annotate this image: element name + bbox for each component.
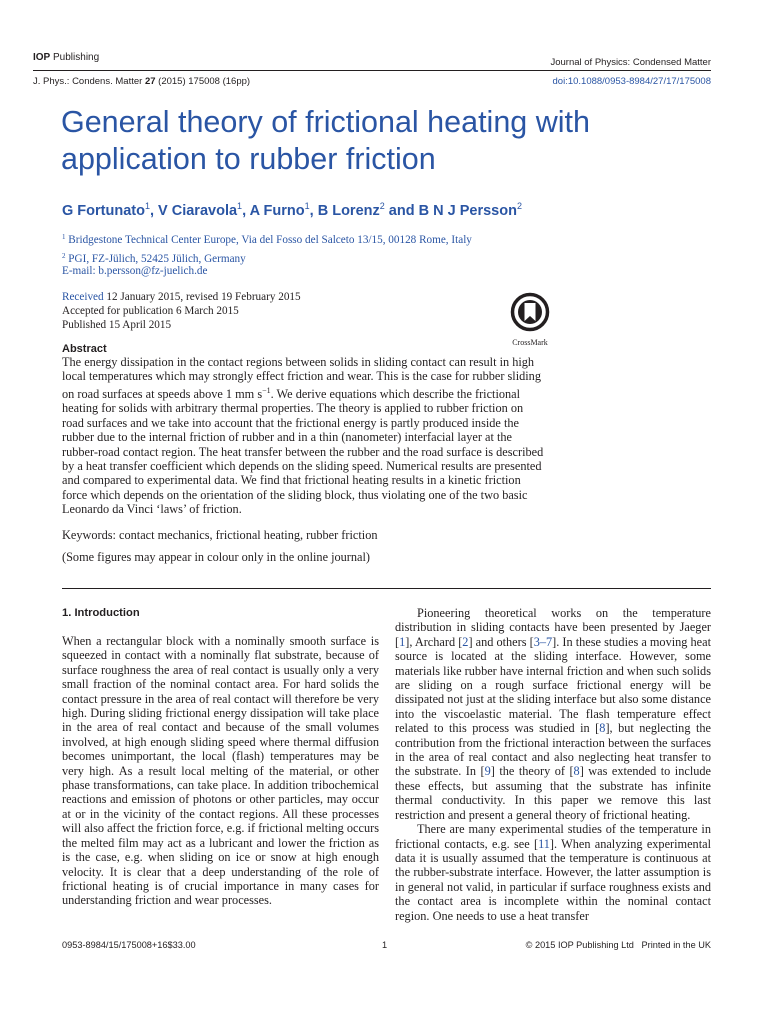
publisher-logo [33,52,99,63]
body-rule [62,588,711,589]
affiliation-text: Bridgestone Technical Center Europe, Via del Fosso del Salceto 13/15, 00128 Rome, Italy [68,234,472,246]
author-name: G Fortunato [62,203,145,219]
reference-link[interactable]: 11 [538,836,550,851]
section-heading: 1. Introduction [62,607,140,619]
author-name: V Ciaravola [158,203,238,219]
publisher-logo-mark: IOP [33,52,51,63]
journal-name: Journal of Physics: Condensed Matter [550,57,711,68]
abstract-text [62,355,548,517]
affiliation-text: PGI, FZ-Jülich, 52425 Jülich, Germany [68,252,246,265]
footer-copyright: © 2015 IOP Publishing Ltd Printed in the UK [525,940,711,950]
intro-paragraph-1: When a rectangular block with a nominally smooth surface is squeezed in contact with a nominally flat substrate, because of surface roughness the area of real contact is usually only a very small fraction of the nominal contact area. For hard solids the contact pressure in the area of real contact will therefore be very high. During sliding frictional energy dissipation will take place in the area of real contact and because of the small volumes involved, at high enough sliding speed where thermal diffusion becomes unimportant, the local (flash) temperatures may be very high. As a result local melting of the material, or other phase transformations, can take place. In addition tribochemical reactions and emission of photons or other particles, may occur at or in the vicinity of the contact regions. All these processes will also affect the friction force, e.g. if frictional melting occurs the melted film may act as a lubricant and lower the friction as is the case, e.g. when sliding on ice or snow at high enough velocity. It is clear that a deep understanding of the role of frictional heating is of crucial importance in many cases for understanding friction and wear processes. [62,634,379,908]
keywords: Keywords: contact mechanics, frictional heating, rubber friction [62,528,378,542]
affiliations [62,230,472,267]
intro-paragraph-2 [395,606,711,822]
author-name: A Furno [249,203,305,219]
abstract-part-1: The energy dissipation in the contact regions between solids in sliding contact can result in high local temperatures which may strongly effect friction and wear. This is the case for rubber sliding on road surfaces at speeds above 1 mm s [62,355,541,401]
paragraph-text: ], Archard [ [405,634,463,649]
citation-suffix: (2015) 175008 (16pp) [158,76,251,87]
paragraph-text: ], but neglecting the contribution from the frictional interaction between the surfaces in the area of real contact and also neglecting heat transfer to the substrate. In [ [395,721,711,779]
author-affiliation-mark: 1 [237,201,243,211]
author-name: B Lorenz [317,203,380,219]
author-affiliation-mark: 1 [144,201,150,211]
received-label: Received [62,291,104,303]
left-column [62,634,379,908]
author-separator: and [384,203,419,219]
crossmark-badge[interactable] [500,292,560,347]
reference-link[interactable]: 9 [484,764,491,779]
header-rule [33,70,711,71]
paragraph-text: ]. In these studies a moving heat source is located at the sliding interface. However, some materials like rubber have internal friction and when such solids are sliding on a rough surface frictional energy will be dissipated not just at the sliding interface but also some distance into the viscoelastic material. The flash temperature effect related to this process was studied in [ [395,634,711,736]
author-affiliation-mark: 2 [516,201,522,211]
received-text: 12 January 2015, revised 19 February 2015 [106,291,301,303]
citation-prefix: J. Phys.: Condens. Matter [33,76,143,87]
abstract-heading: Abstract [62,343,107,355]
reference-link[interactable]: 1 [399,634,406,649]
publication-dates [62,290,301,332]
reference-link[interactable]: 3–7 [533,634,553,649]
email-link[interactable]: E-mail: b.persson@fz-juelich.de [62,265,208,277]
citation-volume: 27 [144,76,156,87]
paragraph-text: There are many experimental studies of the temperature in frictional contacts, e.g. see [ [395,822,711,851]
author-separator: , [149,203,159,219]
right-column [395,606,711,923]
citation [33,76,250,87]
author-affiliation-mark: 2 [379,201,385,211]
paragraph-text: ] the theory of [ [490,764,574,779]
page-number: 1 [382,940,388,950]
author-name: B N J Persson [418,203,517,219]
colour-note: (Some figures may appear in colour only in the online journal) [62,550,371,564]
paragraph-text: ] and others [ [468,634,534,649]
author-separator: , [309,203,318,219]
intro-paragraph-3 [395,822,711,923]
reference-link[interactable]: 2 [462,634,469,649]
received-date [62,290,301,304]
reference-link[interactable]: 8 [573,764,580,779]
paragraph-text: Pioneering theoretical works on the temperature distribution in sliding contacts have been presented by Jaeger [ [395,606,711,649]
doi-link[interactable]: doi:10.1088/0953-8984/27/17/175008 [552,76,711,87]
author-affiliation-mark: 1 [304,201,310,211]
abstract-part-2: . We derive equations which describe the frictional heating for solids with arbitrary thermal properties. The theory is applied to rubber friction on road surfaces and we take into account that the frictional energy is partly produced inside the rubber due to the internal friction of rubber and in a thin (nanometer) interfacial layer at the rubber-road contact region. The heat transfer between the rubber and the road surface is described by a heat transfer coefficient which depends on the sliding speed. Numerical results are presented and compared to experimental data. We find that frictional heating results in a kinetic friction force which depends on the orientation of the sliding block, thus violating one of the two basic Leonardo da Vinci ‘laws’ of friction. [62,386,544,517]
accepted-date: Accepted for publication 6 March 2015 [62,305,239,317]
affiliation-number: 1 [62,233,66,241]
publisher-logo-word: Publishing [53,52,100,63]
affiliation-1 [62,230,472,249]
article-title: General theory of frictional heating with application to rubber friction [61,105,590,176]
author-separator: , [242,203,250,219]
author-list [62,201,522,219]
published-date: Published 15 April 2015 [62,319,172,331]
paragraph-text: ]. When analyzing experimental data it is usually assumed that the temperature is continuous at the rubber-substrate interface. However, the latter assumption is in general not valid, in particular if surface roughness exists and the contact area is incomplete within the nominal contact region. One needs to use a heat transfer [395,836,711,923]
crossmark-icon [510,292,550,332]
paragraph-text: ] was extended to include these effects, but assuming that the substrate has infinite thermal conductivity. In this paper we remove this last restriction and present a general theory of frictional heating. [395,764,711,822]
affiliation-number: 2 [62,251,66,260]
abstract-superscript: −1 [262,385,271,395]
reference-link[interactable]: 8 [599,721,606,736]
crossmark-label: CrossMark [512,338,548,347]
footer-price-code: 0953-8984/15/175008+16$33.00 [62,940,196,950]
